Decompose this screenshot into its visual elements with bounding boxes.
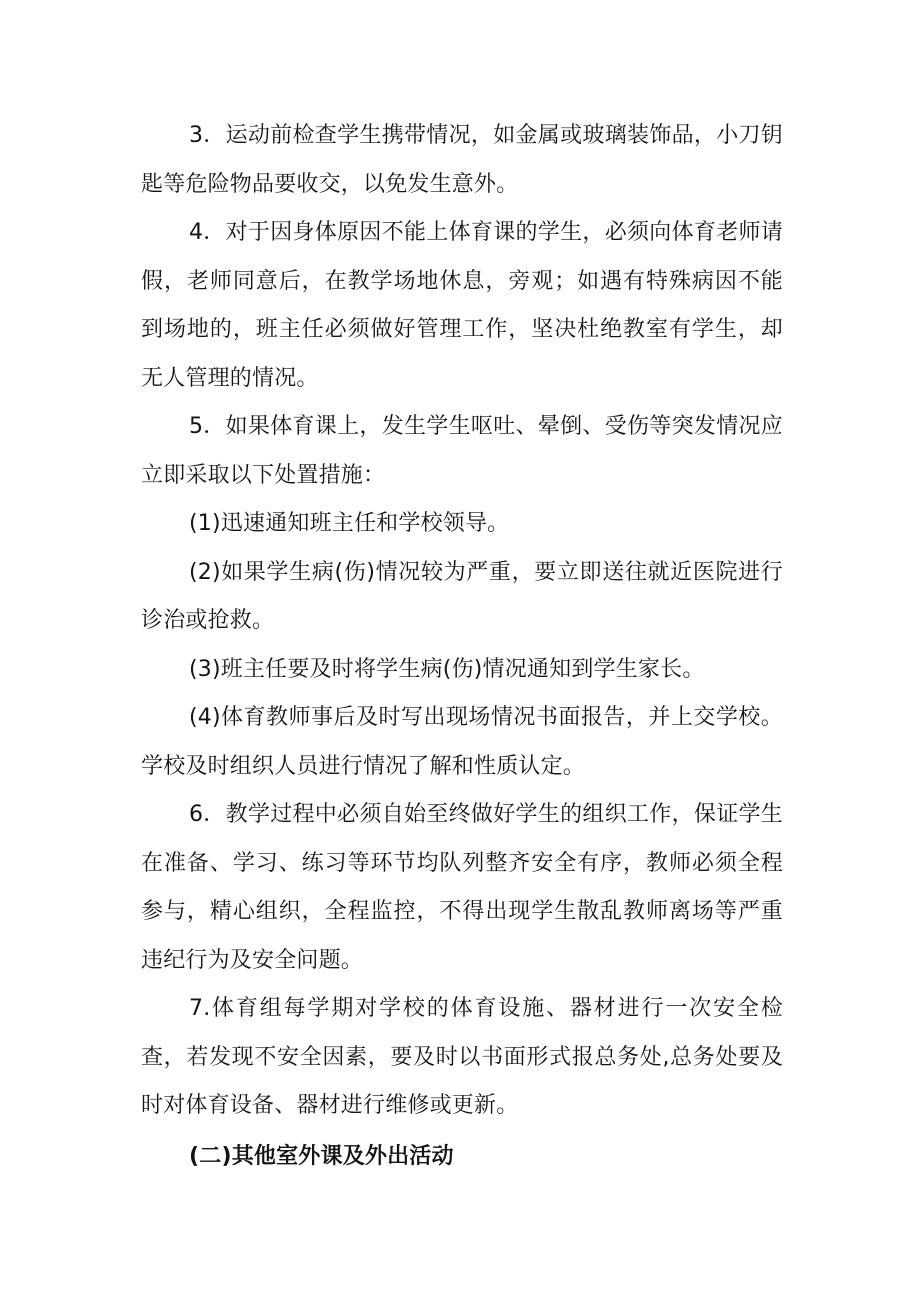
section-heading: (二)其他室外课及外出活动 xyxy=(189,1143,454,1169)
paragraph-measure-1: (1)迅速通知班主任和学校领导。 xyxy=(189,511,510,536)
paragraph-measure-3: (3)班主任要及时将学生病(伤)情况通知到学生家长。 xyxy=(189,656,705,682)
paragraph-measure-2: (2)如果学生病(伤)情况较为严重，要立即送往就近医院进行诊治或抢救。 xyxy=(141,559,783,633)
paragraph-item-5: 5．如果体育课上，发生学生呕吐、晕倒、受伤等突发情况应立即采取以下处置措施： xyxy=(141,414,783,488)
document-body xyxy=(141,112,783,1181)
paragraph-item-4: 4．对于因身体原因不能上体育课的学生，必须向体育老师请假，老师同意后，在教学场地休息，旁观；如遇有特殊病因不能到场地的，班主任必须做好管理工作，坚决杜绝教室有学生，却无人管理的情况。 xyxy=(141,220,783,391)
paragraph-measure-4: (4)体育教师事后及时写出现场情况书面报告，并上交学校。学校及时组织人员进行情况了解和性质认定。 xyxy=(141,705,783,779)
paragraph-item-7: 7.体育组每学期对学校的体育设施、器材进行一次安全检查，若发现不安全因素，要及时以书面形式报总务处,总务处要及时对体育设备、器材进行维修或更新。 xyxy=(141,996,783,1118)
paragraph-item-6: 6．教学过程中必须自始至终做好学生的组织工作，保证学生在准备、学习、练习等环节均队列整齐安全有序，教师必须全程参与，精心组织，全程监控，不得出现学生散乱教师离场等严重违纪行为及安全问题。 xyxy=(141,802,783,973)
paragraph-item-3: 3．运动前检查学生携带情况，如金属或玻璃装饰品，小刀钥匙等危险物品要收交，以免发生意外。 xyxy=(141,123,783,197)
